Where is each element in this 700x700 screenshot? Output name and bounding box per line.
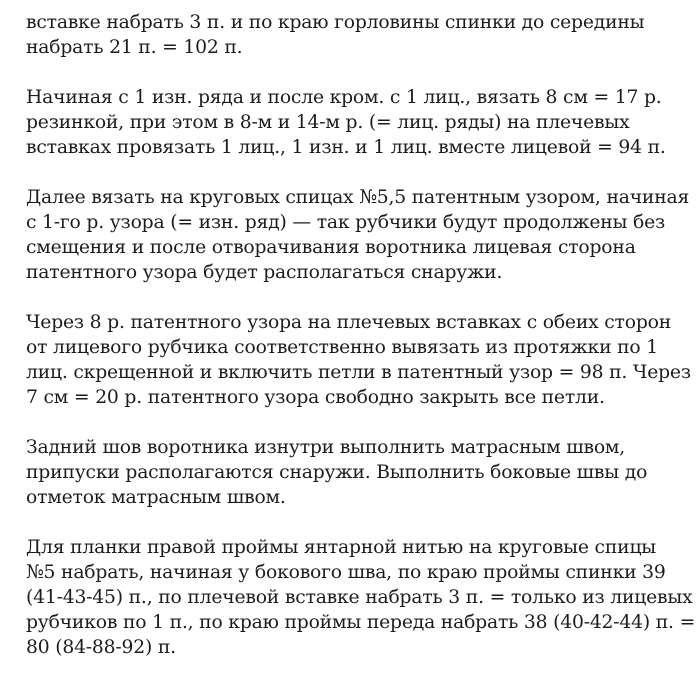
paragraph-patent-pattern: [26, 185, 690, 285]
text-line: от лицевого рубчика соответственно вывязать из протяжки по 1: [26, 337, 659, 358]
text-line: припуски располагаются снаружи. Выполнить боковые швы до: [26, 462, 648, 483]
text-line: резинкой, при этом в 8-м и 14-м р. (= лиц. ряды) на плечевых: [26, 112, 630, 133]
text-line: 7 см = 20 р. патентного узора свободно закрыть все петли.: [26, 387, 605, 408]
paragraph-seams: [26, 435, 686, 510]
text-line: вставках провязать 1 лиц., 1 изн. и 1 лиц. вместе лицевой = 94 п.: [26, 137, 666, 158]
text-line: Задний шов воротника изнутри выполнить матрасным швом,: [26, 437, 626, 458]
text-line: №5 набрать, начиная у бокового шва, по краю проймы спинки 39: [26, 562, 666, 583]
paragraph-pickup-neckline: [26, 10, 686, 60]
text-line: лиц. скрещенной и включить петли в патентный узор = 98 п. Через: [26, 362, 691, 383]
text-line: отметок матрасным швом.: [26, 487, 286, 508]
text-line: Начиная с 1 изн. ряда и после кром. с 1 лиц., вязать 8 см = 17 р.: [26, 87, 662, 108]
text-line: Через 8 р. патентного узора на плечевых вставках с обеих сторон: [26, 312, 672, 333]
paragraph-armhole-band: [26, 535, 696, 660]
paragraph-increases-bind-off: [26, 310, 691, 410]
text-line: набрать 21 п. = 102 п.: [26, 37, 243, 58]
text-line: патентного узора будет располагаться снаружи.: [26, 262, 503, 283]
text-line: с 1-го р. узора (= изн. ряд) — так рубчики будут продолжены без: [26, 212, 666, 233]
text-line: 80 (84-88-92) п.: [26, 637, 176, 658]
text-line: (41-43-45) п., по плечевой вставке набрать 3 п. = только из лицевых: [26, 587, 693, 608]
paragraph-rib-knitting: [26, 85, 686, 160]
text-line: рубчиков по 1 п., по краю проймы переда набрать 38 (40-42-44) п. =: [26, 612, 696, 633]
text-line: вставке набрать 3 п. и по краю горловины спинки до середины: [26, 12, 645, 33]
text-line: смещения и после отворачивания воротника лицевая сторона: [26, 237, 636, 258]
document-page: [26, 10, 696, 685]
text-line: Для планки правой проймы янтарной нитью на круговые спицы: [26, 537, 657, 558]
text-line: Далее вязать на круговых спицах №5,5 патентным узором, начиная: [26, 187, 690, 208]
